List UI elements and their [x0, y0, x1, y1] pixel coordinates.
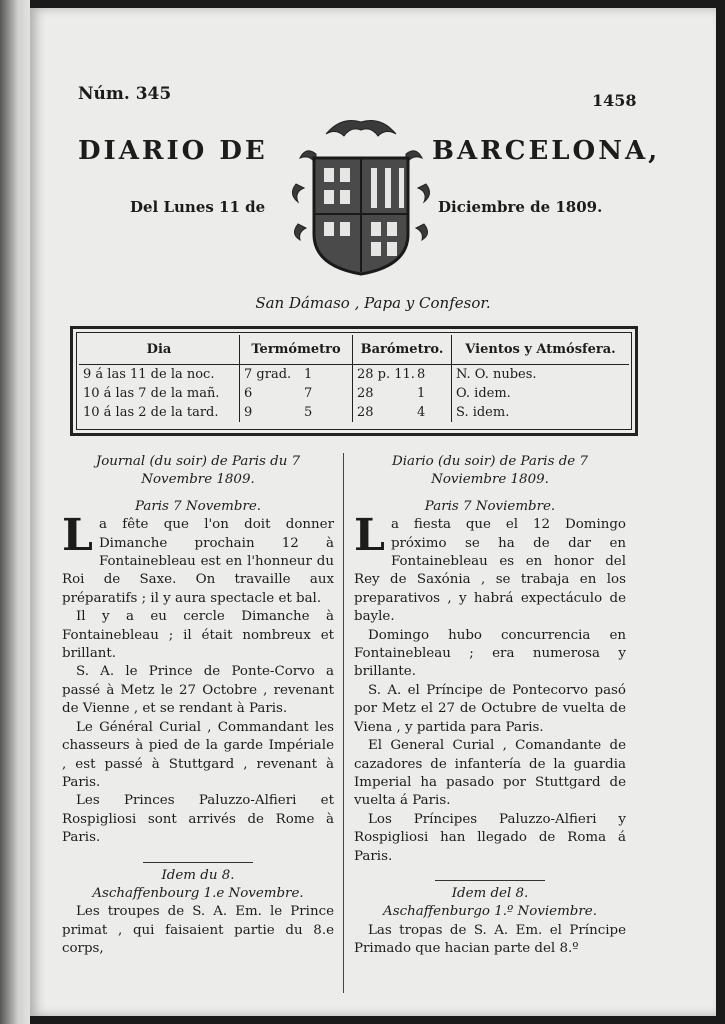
article-paragraph: Il y a eu cercle Dimanche à Fontainebleau ; il était nombreux et brillant.	[62, 609, 334, 662]
article-paragraph: El General Curial , Comandante de cazadores de infantería de la guardia Imperial ha pasado por Stuttgard de vuelta á Paris.	[354, 738, 626, 809]
barometer-lines: 4	[417, 405, 426, 420]
date-left: Del Lunes 11 de	[130, 198, 266, 216]
section-heading: Idem du 8.	[161, 867, 235, 883]
column-heading: Journal (du soir) de Paris du 7 Novembre 1809.	[95, 454, 301, 488]
weather-header-row	[79, 335, 629, 365]
weather-thermometer	[240, 365, 353, 385]
date-right: Diciembre de 1809.	[438, 198, 603, 216]
barometer-inches: 28	[357, 405, 374, 420]
dateline: Aschaffenburgo 1.º Noviembre.	[383, 904, 597, 920]
weather-time: 9 á las 11 de la noc.	[83, 367, 215, 382]
weather-time: 10 á las 7 de la mañ.	[83, 386, 220, 401]
weather-time: 10 á las 2 de la tard.	[83, 405, 219, 420]
article-paragraph: Domingo hubo concurrencia en Fontainebleau ; era numerosa y brillante.	[354, 627, 626, 680]
saint-of-day: San Dámaso , Papa y Confesor.	[255, 294, 491, 312]
section-rule	[143, 862, 253, 863]
article-paragraph: Los Príncipes Paluzzo-Alfieri y Rospigliosi han llegado de Roma á Paris.	[354, 811, 626, 864]
weather-wind: O. idem.	[452, 384, 630, 403]
drop-cap: L	[354, 510, 385, 562]
header-thermometer: Termómetro	[240, 335, 353, 365]
weather-barometer	[353, 384, 452, 403]
masthead-title-right: BARCELONA,	[432, 136, 661, 166]
paragraph-text: a fête que l'on doit donner Dimanche prochain 12 à Fontainebleau est en l'honneur du Roi de Saxe. On travaille aux préparatifs ; il y aura spectacle et bal.	[62, 517, 334, 606]
column-heading: Diario (du soir) de Paris de 7 Noviembre 1809.	[391, 454, 588, 488]
coat-of-arms-emblem	[286, 114, 436, 279]
weather-table	[70, 326, 638, 436]
article-paragraph	[354, 510, 626, 626]
thermometer-fraction: 1	[304, 367, 313, 382]
barometer-inches: 28	[357, 386, 374, 401]
dateline: Aschaffenbourg 1.e Novembre.	[92, 885, 304, 901]
spanish-column	[354, 453, 626, 959]
thermometer-fraction: 7	[304, 386, 313, 401]
weather-row	[79, 403, 629, 422]
weather-barometer	[353, 365, 452, 385]
page-number: 1458	[592, 91, 637, 110]
paragraph-text: a fiesta que el 12 Domingo próximo se ha de dar en Fontainebleau es en honor del Rey de Saxónia , se trabaja en los preparativos , y habrá expectáculo de bayle.	[354, 517, 626, 625]
article-paragraph: Le Général Curial , Commandant les chasseurs à pied de la garde Impériale , est passé à Stuttgard , revenant à Paris.	[62, 719, 334, 790]
header-barometer: Barómetro.	[353, 335, 452, 365]
thermometer-degrees: 7 grad.	[244, 367, 292, 382]
thermometer-degrees: 6	[244, 386, 253, 401]
header-day: Dia	[79, 335, 240, 365]
header-wind: Vientos y Atmósfera.	[452, 335, 630, 365]
book-gutter	[0, 0, 30, 1024]
thermometer-degrees: 9	[244, 405, 253, 420]
thermometer-fraction: 5	[304, 405, 313, 420]
barometer-lines: 8	[417, 367, 426, 382]
dateline: Paris 7 Novembre.	[134, 498, 262, 514]
weather-grid	[79, 335, 629, 422]
section-heading: Idem del 8.	[451, 885, 529, 901]
article-paragraph: Las tropas de S. A. Em. el Príncipe Primado que hacian parte del 8.º	[354, 922, 626, 957]
column-divider	[343, 453, 344, 993]
weather-thermometer	[240, 384, 353, 403]
article-paragraph	[62, 510, 334, 608]
newspaper-page	[30, 8, 716, 1016]
masthead-title-left: DIARIO DE	[78, 136, 268, 166]
article-paragraph: S. A. el Príncipe de Pontecorvo pasó por Metz el 27 de Octubre de vuelta de Viena , y partida para Paris.	[354, 682, 626, 735]
weather-row	[79, 384, 629, 403]
weather-wind: N. O. nubes.	[452, 365, 630, 385]
issue-number: Núm. 345	[78, 84, 172, 104]
article-paragraph: Les Princes Paluzzo-Alfieri et Rospigliosi sont arrivés de Rome à Paris.	[62, 793, 334, 846]
weather-thermometer	[240, 403, 353, 422]
dateline: Paris 7 Noviembre.	[424, 498, 556, 514]
barometer-inches: 28 p. 11.	[357, 367, 415, 382]
weather-wind: S. idem.	[452, 403, 630, 422]
drop-cap: L	[62, 510, 93, 562]
section-rule	[435, 880, 545, 881]
article-paragraph: Les troupes de S. A. Em. le Prince primat , qui faisaient partie du 8.e corps,	[62, 904, 334, 957]
french-column	[62, 453, 334, 959]
article-paragraph: S. A. le Prince de Ponte-Corvo a passé à Metz le 27 Octobre , revenant de Vienne , et se rendant à Paris.	[62, 664, 334, 717]
barometer-lines: 1	[417, 386, 426, 401]
weather-row	[79, 365, 629, 385]
weather-barometer	[353, 403, 452, 422]
